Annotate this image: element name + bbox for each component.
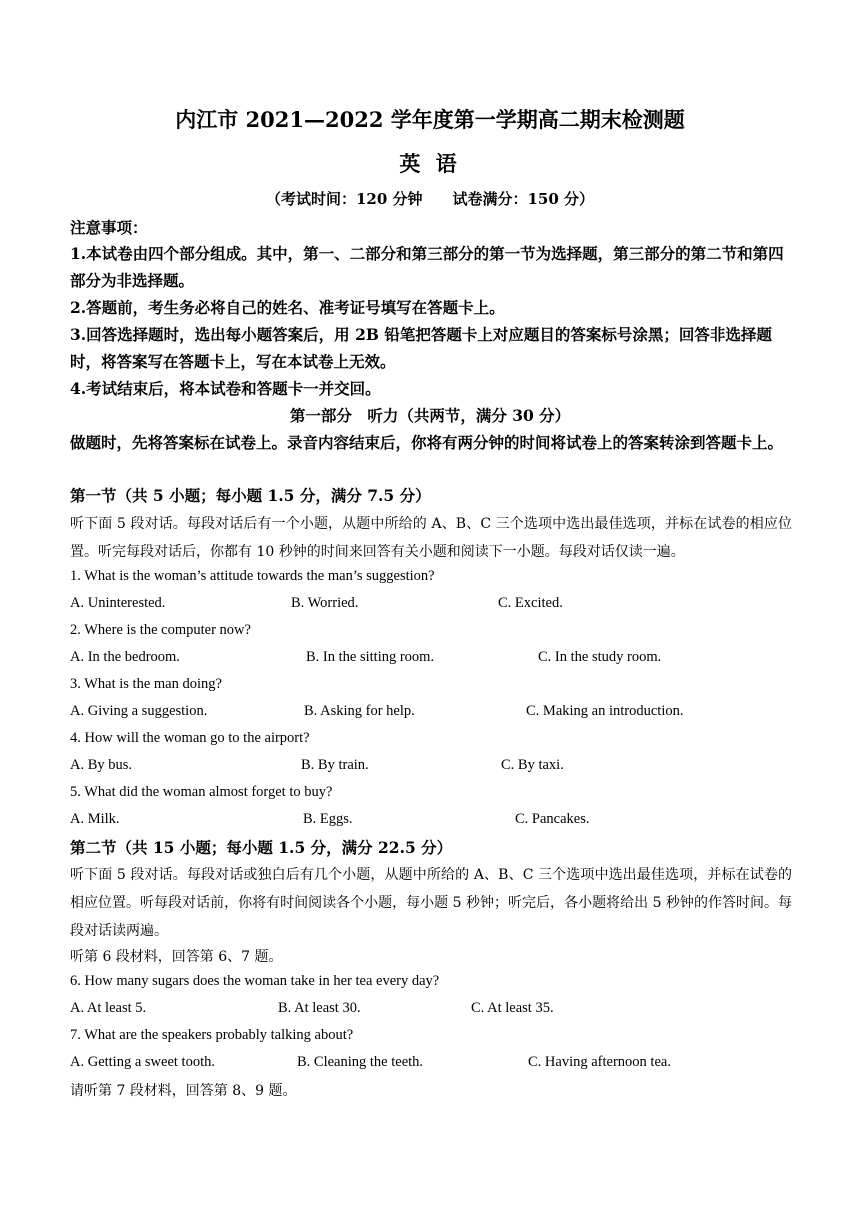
notes-heading: 注意事项： <box>70 218 148 237</box>
q2-option-c: C. In the study room. <box>538 649 662 665</box>
note-item-1: 1.本试卷由四个部分组成。其中，第一、二部分和第三部分的第一节为选择题，第三部分的第二节和第四部分为非选择题。 <box>70 244 784 290</box>
q5-option-c: C. Pancakes. <box>515 811 590 827</box>
material-6-label: 听第 6 段材料，回答第 6、7 题。 <box>70 949 283 965</box>
subject-title: 英 语 <box>399 151 461 176</box>
q1-option-c: C. Excited. <box>498 595 563 611</box>
question-1: 1. What is the woman’s attitude towards the man’s suggestion? <box>70 568 435 584</box>
question-5: 5. What did the woman almost forget to buy? <box>70 784 333 800</box>
question-6: 6. How many sugars does the woman take in her tea every day? <box>70 973 440 989</box>
q3-option-c: C. Making an introduction. <box>526 703 684 719</box>
section2-instruction: 听下面 5 段对话。每段对话或独白后有几个小题，从题中所给的 A、B、C 三个选项中选出最佳选项，并标在试卷的相应位置。听每段对话前，你将有时间阅读各个小题，每小题 5 秒钟；听完后，各小题将给出 5 秒钟的作答时间。每段对话读两遍。 <box>70 867 792 939</box>
q3-option-a: A. Giving a suggestion. <box>70 703 208 719</box>
question-3: 3. What is the man doing? <box>70 676 222 692</box>
exam-info: （考试时间：120 分钟 试卷满分：150 分） <box>265 190 595 208</box>
q2-option-a: A. In the bedroom. <box>70 649 180 665</box>
q5-option-a: A. Milk. <box>70 811 120 827</box>
question-2: 2. Where is the computer now? <box>70 622 251 638</box>
q5-option-b: B. Eggs. <box>303 811 353 827</box>
q4-option-a: A. By bus. <box>70 757 133 773</box>
q6-option-b: B. At least 30. <box>278 1000 361 1016</box>
question-7: 7. What are the speakers probably talking about? <box>70 1027 354 1043</box>
q3-option-b: B. Asking for help. <box>304 703 415 719</box>
q1-option-a: A. Uninterested. <box>70 595 166 611</box>
question-4: 4. How will the woman go to the airport? <box>70 730 310 746</box>
q6-option-c: C. At least 35. <box>471 1000 554 1016</box>
q7-option-b: B. Cleaning the teeth. <box>297 1054 424 1070</box>
section2-heading: 第二节（共 15 小题；每小题 1.5 分，满分 22.5 分） <box>70 838 453 857</box>
part1-heading: 第一部分 听力（共两节，满分 30 分） <box>289 406 571 425</box>
q2-option-b: B. In the sitting room. <box>306 649 435 665</box>
q1-option-b: B. Worried. <box>291 595 359 611</box>
q6-option-a: A. At least 5. <box>70 1000 147 1016</box>
note-item-2: 2.答题前，考生务必将自己的姓名、准考证号填写在答题卡上。 <box>70 298 505 317</box>
exam-title: 内江市 2021—2022 学年度第一学期高二期末检测题 <box>175 107 685 132</box>
note-item-4: 4.考试结束后，将本试卷和答题卡一并交回。 <box>70 379 381 398</box>
material-7-label: 请听第 7 段材料，回答第 8、9 题。 <box>70 1083 297 1099</box>
section1-instruction: 听下面 5 段对话。每段对话后有一个小题，从题中所给的 A、B、C 三个选项中选出最佳选项，并标在试卷的相应位置。听完每段对话后，你都有 10 秒钟的时间来回答有关小题和阅读下一小题。每段对话仅读一遍。 <box>70 516 792 560</box>
q7-option-a: A. Getting a sweet tooth. <box>70 1054 215 1070</box>
q4-option-c: C. By taxi. <box>501 757 564 773</box>
q7-option-c: C. Having afternoon tea. <box>528 1054 671 1070</box>
section1-heading: 第一节（共 5 小题；每小题 1.5 分，满分 7.5 分） <box>70 486 431 505</box>
q4-option-b: B. By train. <box>301 757 369 773</box>
note-item-3: 3.回答选择题时，选出每小题答案后，用 2B 铅笔把答题卡上对应题目的答案标号涂黑；回答非选择题时，将答案写在答题卡上，写在本试卷上无效。 <box>70 325 772 371</box>
part1-instruction: 做题时，先将答案标在试卷上。录音内容结束后，你将有两分钟的时间将试卷上的答案转涂到答题卡上。 <box>70 433 784 452</box>
